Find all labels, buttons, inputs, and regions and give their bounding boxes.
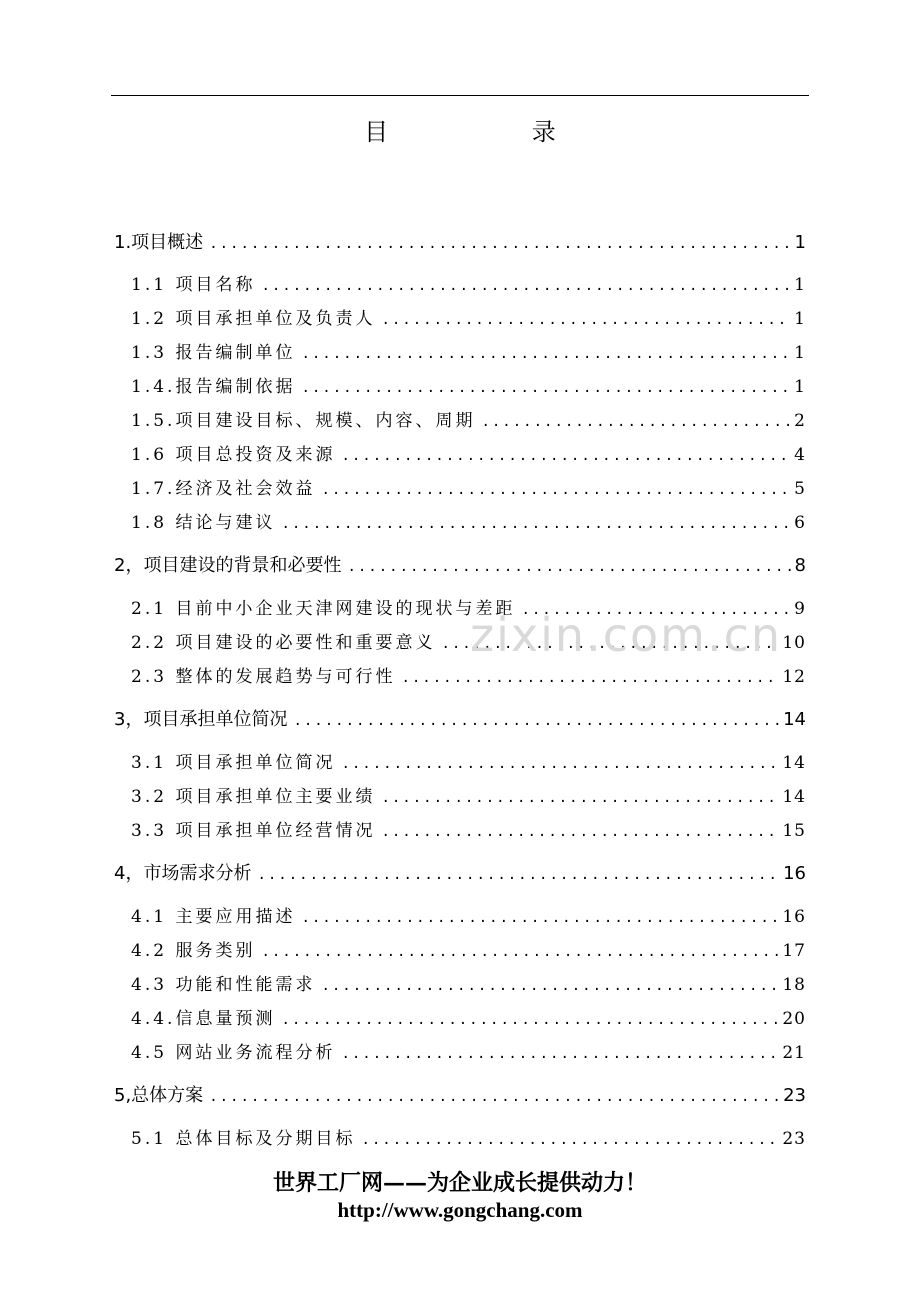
toc-entry-label: 4，市场需求分析 xyxy=(114,863,252,884)
toc-entry[interactable] xyxy=(131,406,806,431)
toc-entry[interactable] xyxy=(114,228,806,254)
toc-entry-label: 5.1 总体目标及分期目标 xyxy=(131,1129,356,1149)
toc-leader-dots xyxy=(321,482,790,498)
toc-entry-page: 8 xyxy=(794,555,806,576)
toc-title: 目 录 xyxy=(364,118,624,146)
toc-leader-dots xyxy=(341,448,790,464)
toc-entry-page: 1 xyxy=(794,309,806,329)
toc-entry-page: 4 xyxy=(794,445,806,465)
footer-slogan: 世界工厂网——为企业成长提供动力！ xyxy=(272,1170,647,1196)
toc-leader-dots xyxy=(301,346,790,362)
toc-entry[interactable] xyxy=(114,551,806,577)
toc-leader-dots xyxy=(261,278,790,294)
toc-entry[interactable] xyxy=(131,1038,806,1063)
toc-entry-label: 2，项目建设的背景和必要性 xyxy=(114,555,342,576)
toc-entry[interactable] xyxy=(131,936,806,961)
toc-entry-label: 3.3 项目承担单位经营情况 xyxy=(131,821,376,841)
toc-entry-page: 17 xyxy=(782,941,806,961)
toc-entry-page: 9 xyxy=(794,599,806,619)
toc-entry[interactable] xyxy=(131,270,806,295)
toc-entry[interactable] xyxy=(131,338,806,363)
toc-entry-label: 2.1 目前中小企业天津网建设的现状与差距 xyxy=(131,599,516,619)
toc-entry-page: 10 xyxy=(782,633,806,653)
toc-entry[interactable] xyxy=(131,1004,806,1029)
toc-entry-page: 20 xyxy=(782,1009,806,1029)
toc-leader-dots xyxy=(381,824,778,840)
toc-entry[interactable] xyxy=(131,628,806,653)
toc-entry[interactable] xyxy=(131,372,806,397)
toc-entry-page: 23 xyxy=(783,1085,806,1106)
toc-entry-label: 2.2 项目建设的必要性和重要意义 xyxy=(131,633,436,653)
toc-entry[interactable] xyxy=(131,508,806,533)
toc-entry-label: 1.2 项目承担单位及负责人 xyxy=(131,309,376,329)
toc-entry-label: 4.3 功能和性能需求 xyxy=(131,975,316,995)
toc-entry-page: 1 xyxy=(794,232,806,253)
toc-leader-dots xyxy=(361,1132,778,1148)
toc-entry-label: 4.1 主要应用描述 xyxy=(131,907,296,927)
toc-leader-dots xyxy=(281,516,790,532)
toc-entry-page: 2 xyxy=(794,411,806,431)
toc-entry-label: 1.6 项目总投资及来源 xyxy=(131,445,336,465)
toc-entry-page: 14 xyxy=(783,709,806,730)
toc-entry[interactable] xyxy=(114,1081,806,1107)
toc-entry-label: 4.4.信息量预测 xyxy=(131,1009,276,1029)
toc-entry-label: 2.3 整体的发展趋势与可行性 xyxy=(131,667,396,687)
toc-leader-dots xyxy=(301,380,790,396)
toc-entry-page: 1 xyxy=(794,275,806,295)
toc-entry-label: 3，项目承担单位简况 xyxy=(114,709,288,730)
toc-entry[interactable] xyxy=(131,816,806,841)
toc-entry-label: 1.8 结论与建议 xyxy=(131,513,276,533)
toc-entry-page: 5 xyxy=(794,479,806,499)
toc-entry[interactable] xyxy=(114,705,806,731)
toc-leader-dots xyxy=(441,636,778,652)
toc-entry-page: 14 xyxy=(782,753,806,773)
toc-entry-page: 6 xyxy=(794,513,806,533)
toc-entry[interactable] xyxy=(131,474,806,499)
toc-leader-dots xyxy=(209,1089,779,1105)
toc-entry-page: 21 xyxy=(782,1043,806,1063)
toc-entry[interactable] xyxy=(131,440,806,465)
toc-leader-dots xyxy=(341,1046,778,1062)
toc-entry-label: 4.5 网站业务流程分析 xyxy=(131,1043,336,1063)
toc-entry[interactable] xyxy=(114,859,806,885)
toc-entry-label: 1.项目概述 xyxy=(114,232,204,253)
toc-entry-label: 4.2 服务类别 xyxy=(131,941,256,961)
toc-entry-page: 18 xyxy=(782,975,806,995)
toc-entry-label: 1.1 项目名称 xyxy=(131,275,256,295)
toc-entry-label: 3.2 项目承担单位主要业绩 xyxy=(131,787,376,807)
toc-entry[interactable] xyxy=(131,1124,806,1149)
toc-entry-label: 5,总体方案 xyxy=(114,1085,204,1106)
toc-entry[interactable] xyxy=(131,304,806,329)
toc-leader-dots xyxy=(481,414,790,430)
toc-leader-dots xyxy=(341,756,778,772)
toc-leader-dots xyxy=(321,978,778,994)
toc-entry-page: 23 xyxy=(782,1129,806,1149)
toc-leader-dots xyxy=(257,867,779,883)
toc-entry-page: 16 xyxy=(783,863,806,884)
toc-leader-dots xyxy=(381,312,790,328)
toc-entry[interactable] xyxy=(131,902,806,927)
toc-entry[interactable] xyxy=(131,662,806,687)
toc-entry[interactable] xyxy=(131,748,806,773)
toc-entry-page: 16 xyxy=(782,907,806,927)
toc-leader-dots xyxy=(209,236,790,252)
toc-entry-page: 1 xyxy=(794,377,806,397)
toc-entry-page: 15 xyxy=(782,821,806,841)
toc-entry[interactable] xyxy=(131,594,806,619)
toc-entry-label: 3.1 项目承担单位简况 xyxy=(131,753,336,773)
toc-entry-page: 12 xyxy=(782,667,806,687)
toc-entry-label: 1.5.项目建设目标、规模、内容、周期 xyxy=(131,411,476,431)
toc-leader-dots xyxy=(293,713,779,729)
toc-leader-dots xyxy=(521,602,790,618)
toc-entry-label: 1.3 报告编制单位 xyxy=(131,343,296,363)
toc-leader-dots xyxy=(401,670,778,686)
toc-entry[interactable] xyxy=(131,782,806,807)
toc-leader-dots xyxy=(347,559,790,575)
toc-entry-page: 14 xyxy=(782,787,806,807)
toc-leader-dots xyxy=(301,910,778,926)
toc-leader-dots xyxy=(281,1012,778,1028)
toc-leader-dots xyxy=(381,790,778,806)
toc-entry-page: 1 xyxy=(794,343,806,363)
watermark: zixin.com.cn xyxy=(470,608,783,662)
toc-leader-dots xyxy=(261,944,778,960)
toc-entry[interactable] xyxy=(131,970,806,995)
footer-url[interactable]: http://www.gongchang.com xyxy=(337,1198,583,1222)
toc-entry-label: 1.4.报告编制依据 xyxy=(131,377,296,397)
toc-entry-label: 1.7.经济及社会效益 xyxy=(131,479,316,499)
